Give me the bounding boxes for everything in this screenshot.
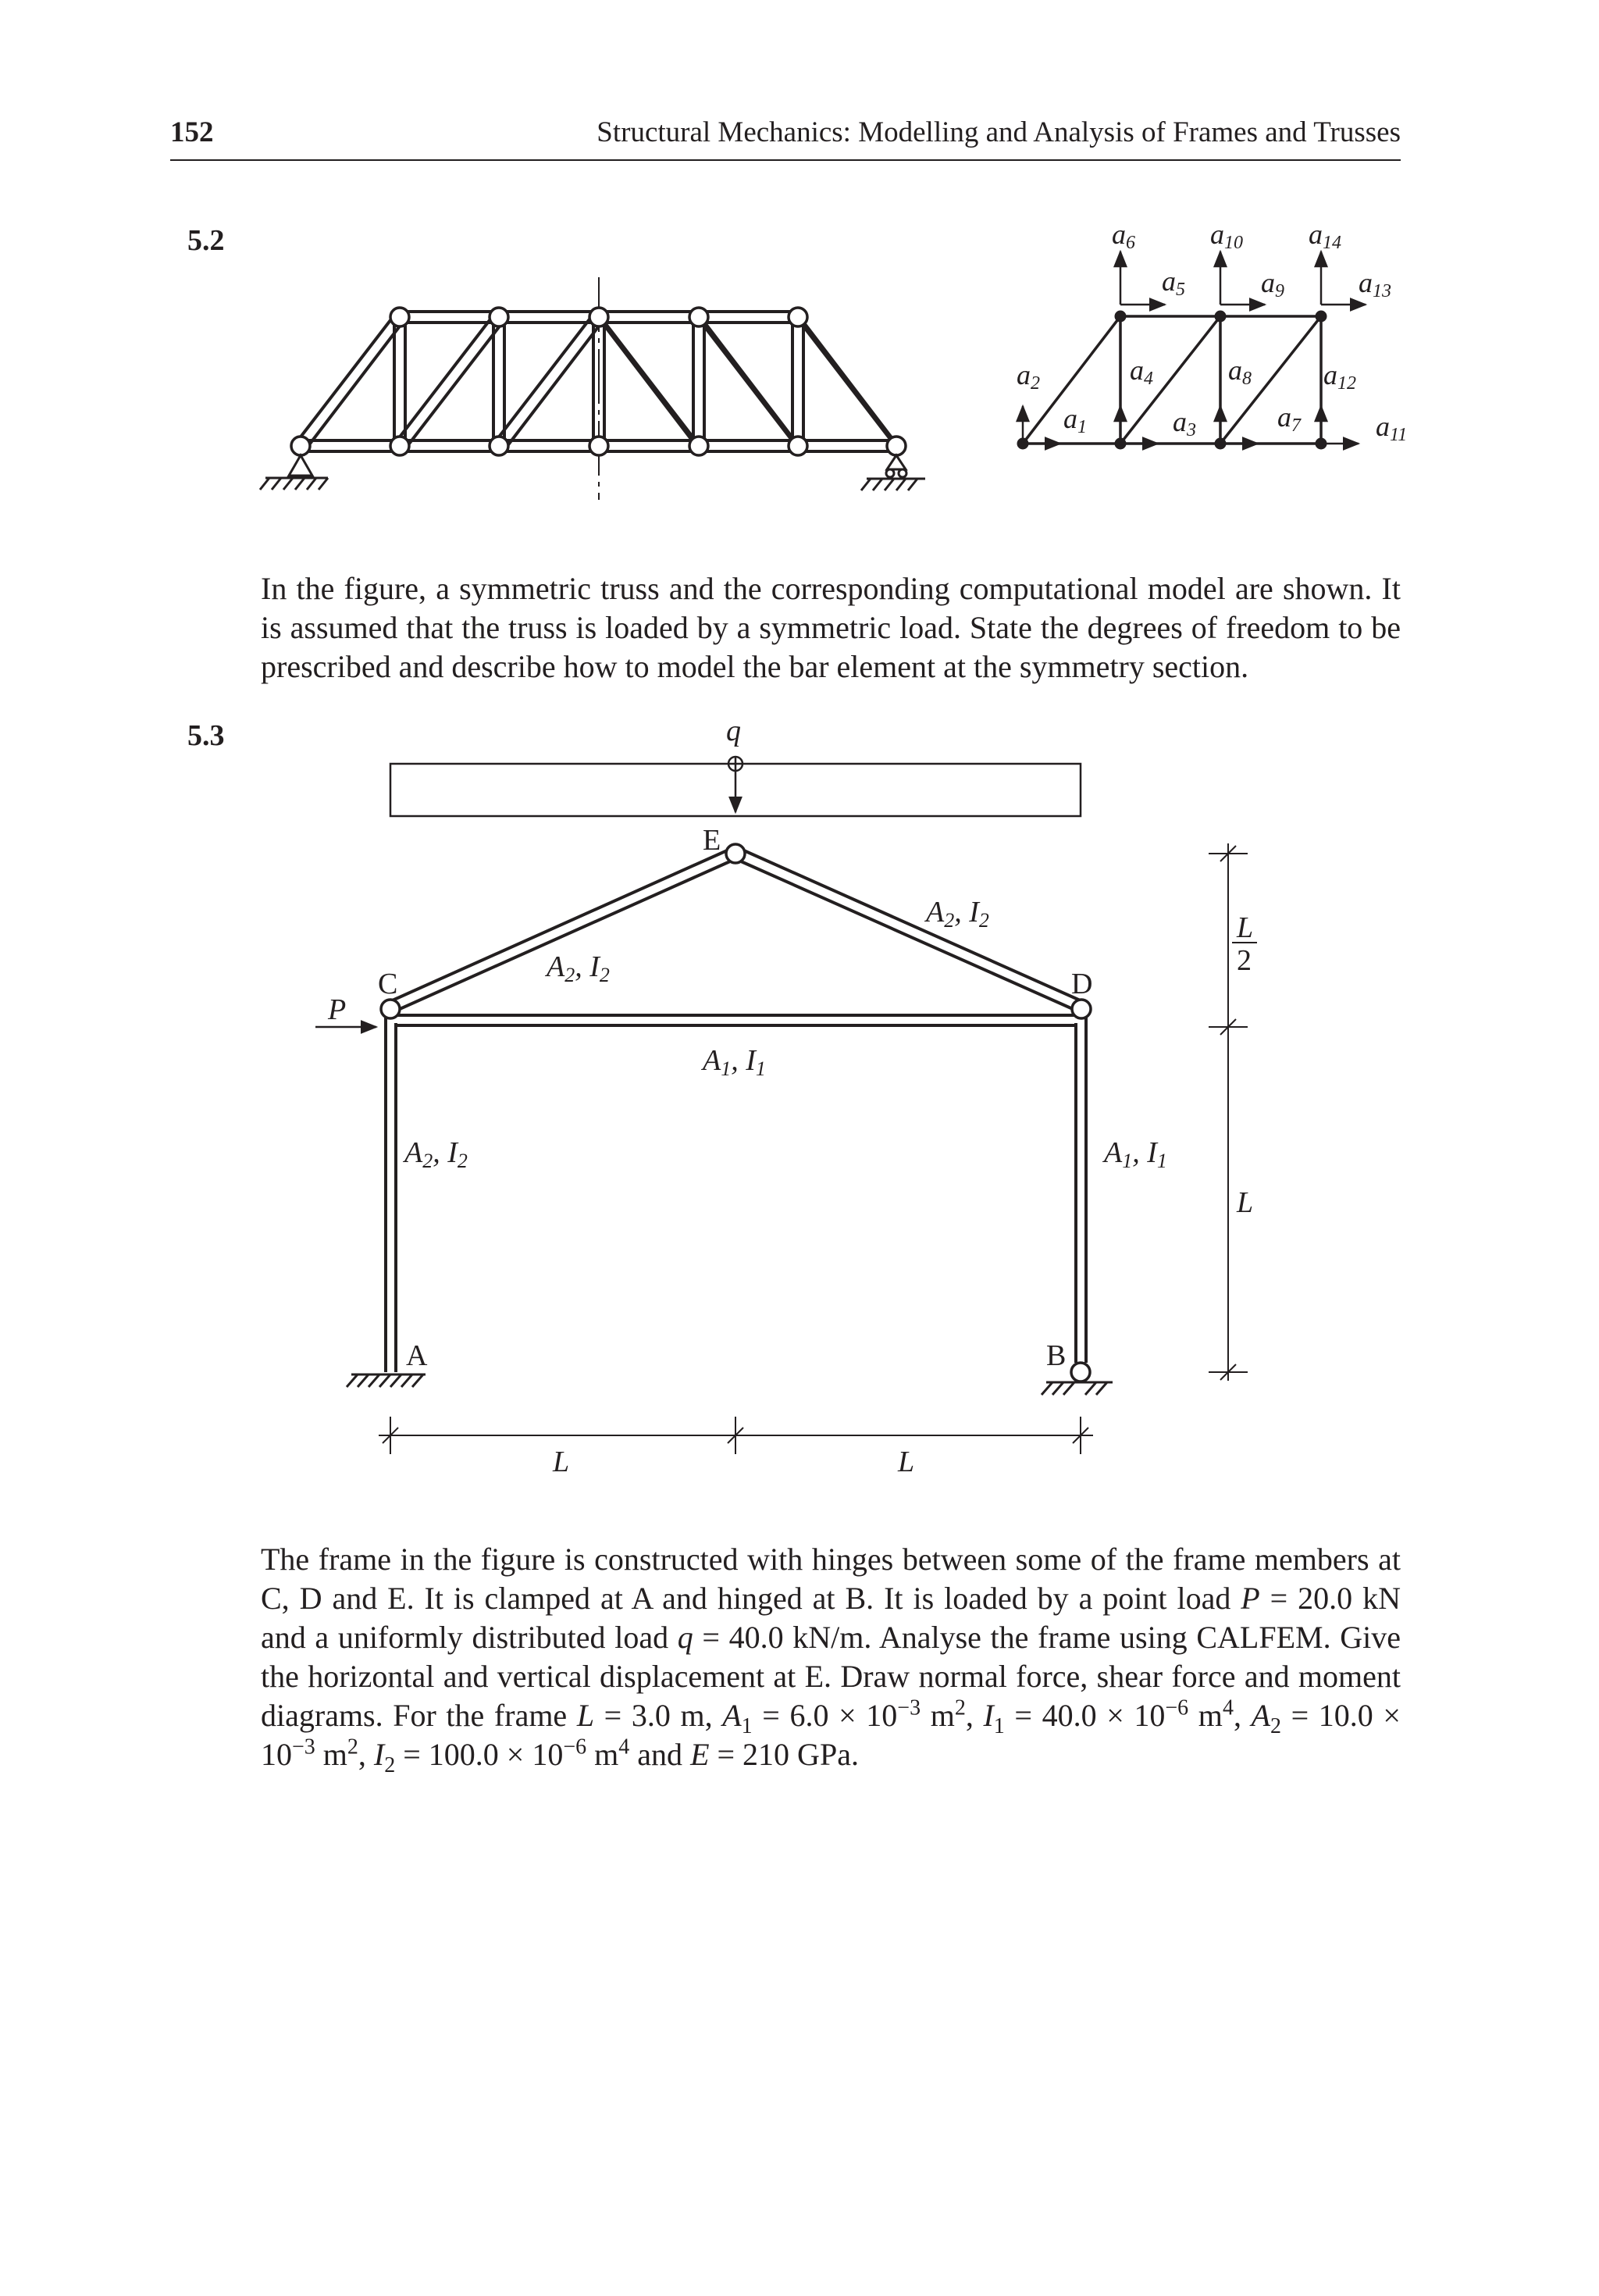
hinged-support-icon xyxy=(1042,1382,1113,1395)
problem-5-3-text: The frame in the figure is constructed with hinges between some of the frame members at C, D and E. It is clamped at A and hinged at B. It is loaded by a point load P = 20.0 kN and a uniformly distributed load q = 40.0 kN/m. Analyse the frame using CALFEM. Give the horizontal and vertical displacement at E. Draw normal force, shear force and moment diagrams. For the frame L = 3.0 m, $A_1 = 6.0 \times 10^{-3}$ $m^2$, $I_1 = 40.0 \times 10^{-6}$ $m^4$, $A_2 = 10.0 \times 10^{-3}$ $m^2$, $I_2 = 100.0 \times 10^{-6}$ $m^4$ and E = 210 GPa. xyxy=(261,1542,1401,1777)
running-title: Structural Mechanics: Modelling and Analysis of Frames and Trusses xyxy=(597,116,1401,148)
dof-label-a4: a4 xyxy=(1130,355,1153,389)
hinge-E xyxy=(726,844,745,863)
frame-figure xyxy=(315,715,1257,1478)
truss-figure xyxy=(260,277,925,500)
dof-label-a5: a5 xyxy=(1162,266,1185,300)
problem-5-2-text: In the figure, a symmetric truss and the corresponding computational model are shown. It is assumed that the truss is loaded by a symmetric load. State the degrees of freedom to be prescribed and describe how to model the bar element at the symmetry section. xyxy=(261,571,1401,684)
node-label-B: B xyxy=(1046,1339,1067,1372)
computational-model xyxy=(1017,219,1407,449)
node-label-D: D xyxy=(1071,968,1093,1000)
hinge-D xyxy=(1072,1000,1091,1018)
problem-5-2-number: 5.2 xyxy=(187,224,225,257)
dof-label-a12: a12 xyxy=(1323,359,1356,394)
roof-right-member xyxy=(734,848,1084,1012)
dof-label-a11: a11 xyxy=(1376,411,1408,445)
horizontal-beam xyxy=(386,1015,1086,1025)
member-label-right-column: A1, I1 xyxy=(1104,1136,1167,1172)
dof-label-a6: a6 xyxy=(1112,219,1135,253)
dim-label-span-right: L xyxy=(898,1446,915,1478)
left-column xyxy=(386,1015,396,1372)
dof-label-a1: a1 xyxy=(1063,403,1087,437)
hinge-C xyxy=(381,1000,400,1018)
dof-label-a9: a9 xyxy=(1261,267,1284,301)
dim-label-height: L xyxy=(1237,1186,1254,1219)
member-label-roof-left: A2, I2 xyxy=(547,950,610,986)
load-label-q: q xyxy=(726,715,741,747)
dim-label-half-L: L xyxy=(1237,911,1254,944)
dof-label-a7: a7 xyxy=(1277,401,1301,436)
roof-left-member xyxy=(389,848,737,1012)
page-number: 152 xyxy=(170,116,214,148)
dof-label-a14: a14 xyxy=(1309,219,1341,253)
dim-label-half-den: 2 xyxy=(1237,944,1252,977)
node-label-C: C xyxy=(378,968,398,1000)
point-load-label-P: P xyxy=(328,993,347,1026)
member-label-roof-right: A2, I2 xyxy=(926,896,989,932)
horizontal-dimension xyxy=(379,1417,1093,1454)
clamped-support-icon xyxy=(347,1374,426,1387)
dof-label-a10: a10 xyxy=(1210,219,1243,253)
node-label-E: E xyxy=(703,824,721,857)
right-column xyxy=(1076,1015,1086,1363)
hinge-B xyxy=(1071,1363,1090,1382)
dof-label-a3: a3 xyxy=(1173,406,1196,440)
dim-label-span-left: L xyxy=(553,1446,570,1478)
dof-label-a2: a2 xyxy=(1017,359,1040,394)
member-label-beam: A1, I1 xyxy=(703,1044,766,1080)
problem-5-3-number: 5.3 xyxy=(187,719,225,752)
dof-labels xyxy=(1017,219,1407,445)
pinned-support-icon xyxy=(260,455,328,490)
dof-label-a8: a8 xyxy=(1228,355,1252,389)
node-label-A: A xyxy=(406,1339,428,1372)
dof-label-a13: a13 xyxy=(1359,267,1391,301)
member-label-left-column: A2, I2 xyxy=(404,1136,468,1172)
roller-support-icon xyxy=(861,455,925,490)
